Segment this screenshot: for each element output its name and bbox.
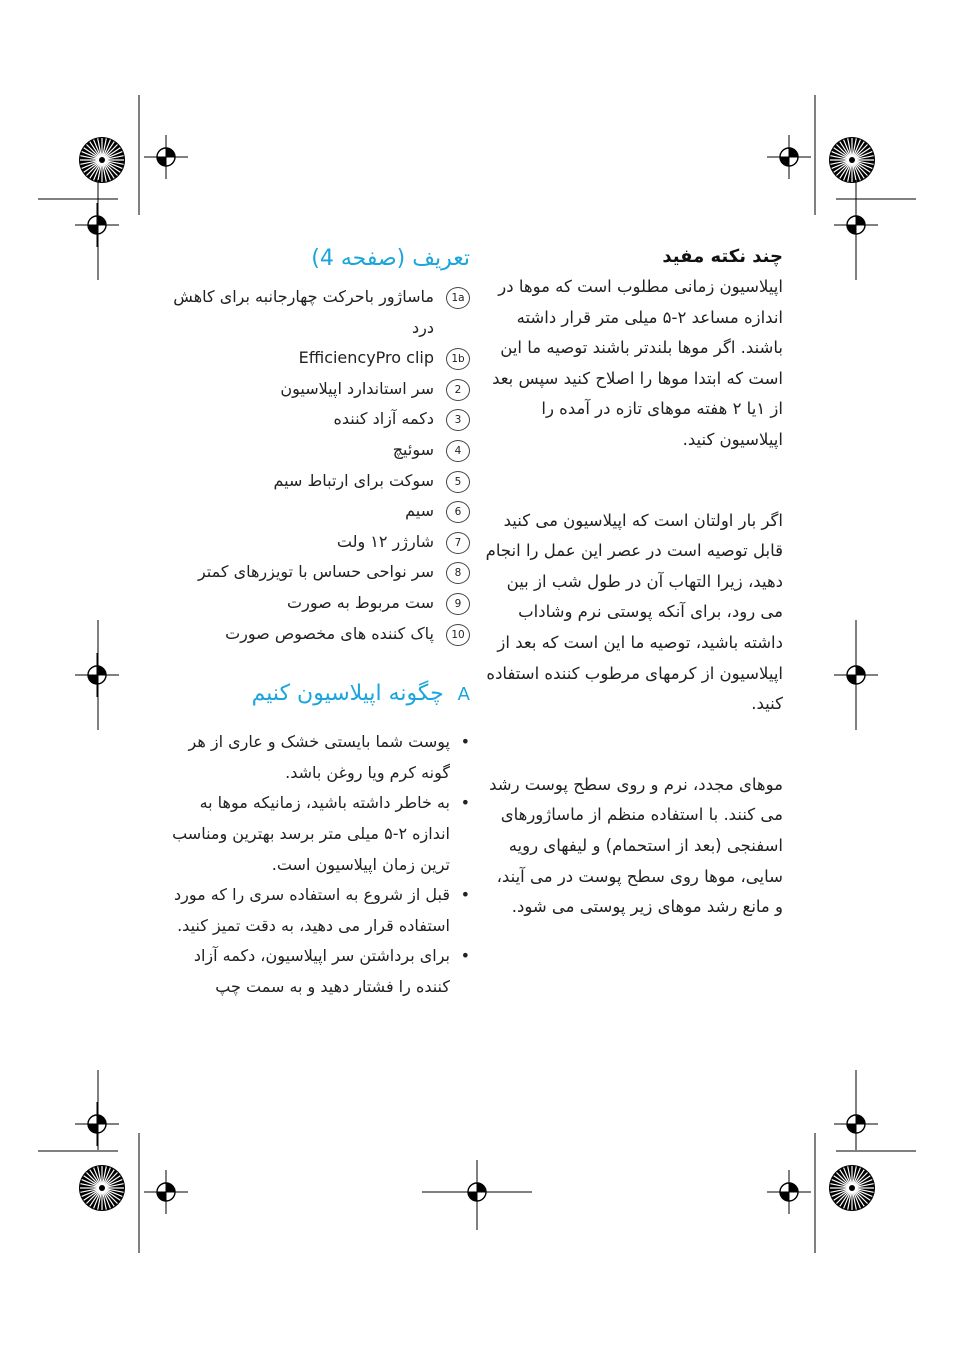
tips-heading: چند نکته مفید bbox=[662, 246, 783, 267]
item-number-badge: 2 bbox=[446, 379, 470, 401]
starburst-mark-icon bbox=[829, 1165, 875, 1211]
item-number-badge: 3 bbox=[446, 409, 470, 431]
starburst-mark-icon bbox=[79, 1165, 125, 1211]
definition-text: سوکت برای ارتباط سیم bbox=[273, 470, 434, 490]
bullet-icon: • bbox=[460, 946, 470, 966]
instruction-text: برای برداشتن سر اپیلاسیون، دکمه آزاد کننده را فشتار دهید و به سمت چپ bbox=[193, 946, 450, 996]
definition-text: سوئیچ bbox=[392, 439, 434, 459]
registration-mark-icon bbox=[144, 1170, 188, 1214]
definition-text: ماساژور باحرکت چهارجانبه برای کاهش درد bbox=[173, 287, 434, 337]
definition-item bbox=[170, 282, 470, 343]
list-item bbox=[170, 788, 470, 880]
item-number-badge: 8 bbox=[446, 562, 470, 584]
instruction-text: به خاطر داشته باشید، زمانیکه موها به اندازه ۲-۵ میلی متر برسد بهترین ومناسب ترین زمان اپیلاسیون است. bbox=[172, 793, 450, 874]
section-a-header bbox=[170, 677, 470, 711]
item-number-badge: 6 bbox=[446, 501, 470, 523]
bullet-icon: • bbox=[460, 732, 470, 752]
definition-item bbox=[170, 619, 470, 650]
definition-text: ست مربوط به صورت bbox=[287, 592, 434, 612]
item-number-badge: 7 bbox=[446, 532, 470, 554]
definition-text: دکمه آزاد کننده bbox=[333, 409, 434, 429]
registration-mark-icon bbox=[767, 1170, 811, 1214]
definitions-list bbox=[170, 282, 470, 649]
registration-mark-icon bbox=[75, 203, 119, 247]
definition-text: شارژر ۱۲ ولت bbox=[336, 531, 434, 551]
definition-item bbox=[170, 374, 470, 405]
list-item bbox=[170, 880, 470, 941]
tips-column bbox=[485, 242, 783, 973]
bullet-icon: • bbox=[460, 885, 470, 905]
definition-item bbox=[170, 527, 470, 558]
section-letter: A bbox=[457, 683, 470, 705]
definition-item bbox=[170, 435, 470, 466]
definition-text: سر استاندارد اپیلاسیون bbox=[280, 378, 434, 398]
definitions-heading: تعریف (صفحه 4) bbox=[311, 246, 470, 271]
definition-text: سیم bbox=[405, 501, 434, 521]
definition-text: سر نواحی حساس با تویزرهای کمتر bbox=[197, 562, 434, 582]
definition-item bbox=[170, 343, 470, 374]
tips-paragraph: اگر بار اولتان است که اپیلاسیون می کنید قابل توصیه است در عصر این عمل را انجام دهید، زیرا التهاب آن در طول شب از بین می رود، برای آنکه پوستی نرم وشاداب داشته باشید، توصیه ما این است که بعد از اپیلاسیون از کرمهای مرطوب کننده استفاده کنید. bbox=[485, 510, 783, 714]
starburst-mark-icon bbox=[829, 137, 875, 183]
section-title: چگونه اپیلاسیون کنیم bbox=[251, 681, 444, 707]
item-number-badge: 5 bbox=[446, 471, 470, 493]
starburst-mark-icon bbox=[79, 137, 125, 183]
tips-paragraph: موهای مجدد، نرم و روی سطح پوست رشد می کنند. با استفاده منظم از ماساژورهای اسفنجی (بعد از استحمام) و لیفهای رویه سایی، موها روی سطح پوست در می آیند، و مانع رشد موهای زیر پوستی می شود. bbox=[489, 774, 783, 917]
tips-paragraph: اپیلاسیون زمانی مطلوب است که موها در اندازه مساعد ۲-۵ میلی متر قرار داشته باشند. اگر موها بلندتر باشند توصیه ما این است که ابتدا موها را اصلاح کنید سپس بعد از ۱یا ۲ هفته موهای تازه در آمده را اپیلاسیون کنید. bbox=[492, 277, 783, 449]
item-number-badge: 10 bbox=[446, 624, 470, 646]
registration-mark-icon bbox=[75, 653, 119, 697]
instruction-text: پوست شما بایستی خشک و عاری از هر گونه کرم ویا روغن باشد. bbox=[188, 732, 450, 782]
instructions-list bbox=[170, 727, 470, 1002]
definition-item bbox=[170, 466, 470, 497]
definition-item bbox=[170, 404, 470, 435]
definitions-column bbox=[170, 242, 470, 1002]
item-number-badge: 4 bbox=[446, 440, 470, 462]
list-item bbox=[170, 941, 470, 1002]
instruction-text: قبل از شروع به استفاده سری را که مورد استفاده قرار می دهید، به دقت تمیز کنید. bbox=[174, 885, 450, 935]
definition-text: پاک کننده های مخصوص صورت bbox=[225, 623, 434, 643]
registration-mark-icon bbox=[767, 135, 811, 179]
item-number-badge: 1b bbox=[446, 348, 470, 370]
definition-text: EfficiencyPro clip bbox=[298, 348, 434, 368]
item-number-badge: 1a bbox=[446, 287, 470, 309]
registration-mark-icon bbox=[144, 135, 188, 179]
definition-item bbox=[170, 557, 470, 588]
definition-item bbox=[170, 588, 470, 619]
list-item bbox=[170, 727, 470, 788]
definition-item bbox=[170, 496, 470, 527]
bullet-icon: • bbox=[460, 793, 470, 813]
registration-mark-icon bbox=[75, 1102, 119, 1146]
item-number-badge: 9 bbox=[446, 593, 470, 615]
